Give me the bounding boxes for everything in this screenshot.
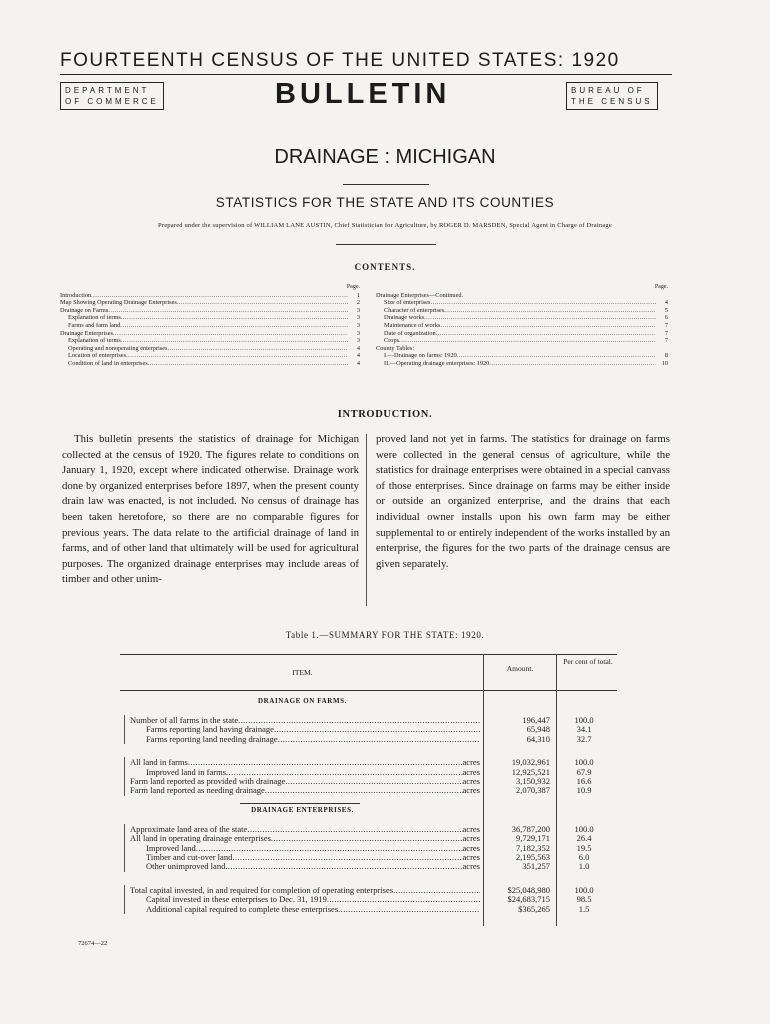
- contents-entry-page: 4: [664, 299, 668, 307]
- leader-dots: [444, 307, 656, 315]
- leader-dots: [168, 345, 349, 353]
- table-row-label: Farm land reported as provided with drainage: [130, 776, 286, 786]
- contents-entry-page: 4: [356, 352, 360, 360]
- contents-entry: [376, 352, 668, 360]
- leader-dots: [424, 314, 656, 322]
- contents-entry: [60, 352, 360, 360]
- table-row-label: Other unimproved land: [146, 861, 226, 872]
- table-cell-percent: 19.5: [576, 842, 592, 853]
- leader-dots: [489, 360, 656, 368]
- page-subtitle: STATISTICS FOR THE STATE AND ITS COUNTIES: [215, 195, 555, 210]
- contents-entry: [60, 330, 360, 338]
- introduction-right-text: proved land not yet in farms. The statistics for drainage on farms were collected in the general census of agriculture, while the statistics for drainage enterprises were obtained in a special canvass of those enterprises. Since drainage on farms may be either inside or outside an organized enterprise, and the drains that each individual owner installs upon his own farm may be either supplemental to or entirely independent of the works installed by an enterprise, the figures for the two parts of the drainage census are given separately.: [376, 433, 670, 570]
- table-row-unit: acres: [462, 852, 480, 862]
- leader-dots: [457, 352, 656, 360]
- contents-entry-page: 3: [356, 321, 360, 329]
- contents-entry-page: 10: [661, 359, 668, 367]
- table-cell-amount: 36,787,200: [511, 823, 550, 834]
- table-cell-percent: 100.0: [574, 757, 594, 768]
- contents-entry-label: County Tables:: [376, 344, 415, 352]
- table-row-label: All land in operating drainage enterprises: [130, 833, 271, 844]
- contents-entry-page: [414, 345, 426, 353]
- column-divider: [366, 434, 367, 606]
- contents-entry-label: Introduction: [60, 291, 92, 299]
- department-box: [60, 82, 164, 110]
- contents-entry-page: 5: [664, 306, 668, 314]
- contents-entry: [60, 299, 360, 307]
- table-cell-percent: 100.0: [574, 715, 594, 725]
- table-cell-amount: 19,032,961: [511, 757, 550, 768]
- table-row-unit: acres: [462, 823, 480, 834]
- contents-entry-label: Location of enterprises: [68, 352, 127, 360]
- table-divider-item: [483, 654, 484, 926]
- introduction-left-column: [62, 432, 359, 588]
- prepared-by: Prepared under the supervision of WILLIAM LANE AUSTIN, Chief Statistician for Agriculture, by ROGER D. MARSDEN, Special Agent in Charge of Drainage: [158, 222, 612, 229]
- leader-dots: [399, 337, 656, 345]
- table-header-rule: [120, 690, 617, 691]
- table-cell-percent: 10.9: [576, 785, 592, 796]
- table-row-unit: acres: [462, 766, 480, 777]
- table-cell-amount: 65,948: [526, 724, 550, 735]
- header-rule: [60, 74, 672, 75]
- contents-entry-label: Character of enterprises: [384, 306, 445, 314]
- table-cell-percent: 100.0: [574, 823, 594, 834]
- leader-dots: [431, 299, 656, 307]
- leader-dots: [91, 292, 348, 300]
- table-cell-percent: 1.0: [578, 861, 590, 872]
- table-cell-percent: 16.6: [576, 776, 592, 786]
- leader-dots: [271, 834, 463, 843]
- contents-entry-label: Explanation of terms: [68, 337, 121, 345]
- table-row-unit: acres: [462, 776, 480, 786]
- table-cell-amount: $25,048,980: [507, 884, 550, 895]
- table-row-label: Capital invested in these enterprises to Dec. 31, 1919: [146, 894, 327, 905]
- row-group-bracket: [124, 757, 125, 796]
- table-row-label: Timber and cut-over land: [146, 852, 233, 862]
- leader-dots: [436, 330, 656, 338]
- table-cell-amount: 196,447: [522, 715, 550, 725]
- contents-entry-page: 3: [356, 329, 360, 337]
- contents-heading: CONTENTS.: [354, 262, 416, 272]
- column-header-item: ITEM.: [292, 668, 313, 677]
- table-row: [130, 786, 480, 795]
- table-cell-amount: 2,195,563: [516, 852, 550, 862]
- table-group-heading: DRAINAGE ON FARMS.: [257, 697, 348, 705]
- table-row: [130, 862, 480, 871]
- table-row-label: Farms reporting land needing drainage: [146, 733, 278, 744]
- contents-entry-label: Size of enterprises: [384, 299, 431, 307]
- table-row-label: Approximate land area of the state: [130, 823, 248, 834]
- contents-entry-page: 3: [356, 306, 360, 314]
- contents-entry-label: Explanation of terms: [68, 314, 121, 322]
- bureau-line-2: THE CENSUS: [571, 97, 653, 106]
- leader-dots: [120, 322, 348, 330]
- table-cell-percent: 98.5: [576, 894, 592, 905]
- contents-entry-label: Drainage works: [384, 314, 425, 322]
- contents-entry: [376, 307, 668, 315]
- department-line-2: OF COMMERCE: [65, 97, 159, 106]
- contents-entry-page: 7: [664, 329, 668, 337]
- section-rule: [240, 803, 360, 804]
- table-row-label: Number of all farms in the state: [130, 715, 239, 725]
- contents-entry: [60, 360, 360, 368]
- contents-entry-page: 8: [664, 352, 668, 360]
- leader-dots: [148, 360, 348, 368]
- leader-dots: [247, 825, 462, 834]
- table-row-label: Improved land in farms: [146, 766, 227, 777]
- table-group-heading: DRAINAGE ENTERPRISES.: [251, 805, 354, 814]
- row-group-bracket: [124, 885, 125, 914]
- prepared-rule: [336, 244, 436, 245]
- leader-dots: [108, 307, 348, 315]
- leader-dots: [265, 786, 463, 795]
- contents-entry: [60, 292, 360, 300]
- contents-entry: [376, 314, 668, 322]
- contents-page-label-right: Page.: [654, 284, 668, 290]
- contents-entry-label: I.—Drainage on farms: 1920: [384, 352, 457, 360]
- table-row-label: Farm land reported as needing drainage: [130, 785, 265, 796]
- contents-entry: [376, 330, 668, 338]
- contents-entry: [60, 345, 360, 353]
- leader-dots: [225, 862, 462, 871]
- contents-entry: [376, 299, 668, 307]
- row-group-bracket: [124, 715, 125, 744]
- table-title: Table 1.—SUMMARY FOR THE STATE: 1920.: [285, 630, 485, 640]
- contents-page-label-left: Page.: [346, 284, 360, 290]
- table-cell-percent: 67.9: [576, 766, 592, 777]
- table-cell-percent: 1.5: [578, 903, 590, 914]
- contents-entry-label: Date of organization: [384, 329, 436, 337]
- contents-entry-page: 3: [356, 314, 360, 322]
- table-cell-amount: 12,925,521: [511, 766, 550, 777]
- row-group-bracket: [124, 824, 125, 872]
- leader-dots: [393, 886, 480, 895]
- table-row-unit: acres: [462, 833, 480, 844]
- column-header-percent: Per cent of total.: [563, 657, 613, 666]
- contents-entry-label: Drainage on Farms: [60, 306, 109, 314]
- introduction-heading: INTRODUCTION.: [337, 409, 433, 420]
- contents-entry-label: Map Showing Operating Drainage Enterprises: [60, 299, 177, 307]
- leader-dots: [177, 299, 348, 307]
- contents-entry-page: 2: [356, 299, 360, 307]
- contents-entry: [376, 360, 668, 368]
- contents-entry-page: 6: [664, 314, 668, 322]
- table-row-label: Total capital invested, in and required for completion of operating enterprises: [130, 884, 394, 895]
- contents-entry-label: Crops: [384, 337, 400, 345]
- leader-dots: [327, 895, 480, 904]
- table-cell-amount: 64,310: [526, 733, 550, 744]
- contents-entry-page: 7: [664, 337, 668, 345]
- table-cell-percent: 34.1: [576, 724, 592, 735]
- contents-entry-label: II.—Operating drainage enterprises: 1920: [384, 359, 490, 367]
- contents-entry-page: 4: [356, 359, 360, 367]
- table-row-label: Farms reporting land having drainage: [146, 724, 274, 735]
- table-row-label: All land in farms: [130, 757, 188, 768]
- bureau-line-1: BUREAU OF: [571, 86, 645, 95]
- table-cell-amount: 351,257: [522, 861, 550, 872]
- leader-dots: [278, 735, 480, 744]
- table-cell-amount: 3,150,932: [516, 776, 550, 786]
- contents-entry-page: 4: [356, 344, 360, 352]
- contents-left: [60, 284, 360, 368]
- contents-entry: [60, 307, 360, 315]
- contents-right-heading: Drainage Enterprises—Continued.: [376, 291, 464, 299]
- contents-entry: [60, 337, 360, 345]
- table-row: [130, 735, 480, 744]
- contents-entry-page: 1: [356, 291, 360, 299]
- table-cell-amount: 2,070,387: [516, 785, 550, 796]
- contents-entry: [60, 314, 360, 322]
- table-row-unit: acres: [462, 785, 480, 796]
- contents-entry-label: Drainage Enterprises: [60, 329, 113, 337]
- table-row-label: Additional capital required to complete these enterprises: [146, 903, 339, 914]
- title-rule: [343, 184, 429, 185]
- table-cell-percent: 32.7: [576, 733, 592, 744]
- table-cell-percent: 26.4: [576, 833, 592, 844]
- leader-dots: [113, 330, 348, 338]
- table-divider-amount: [556, 654, 557, 926]
- table-cell-percent: 6.0: [578, 852, 590, 862]
- contents-right: [376, 284, 668, 368]
- table-row-unit: acres: [462, 757, 480, 768]
- leader-dots: [338, 905, 480, 914]
- contents-entry-label: Farms and farm land: [68, 321, 121, 329]
- bureau-box: [566, 82, 658, 110]
- introduction-left-text: This bulletin presents the statistics of drainage for Michigan collected at the census of 1920. The figures relate to conditions on January 1, 1920, except where indicated otherwise. Drainage work done by organized enterprises before 1897, when the present county drain law was enacted, is not included. No census of drainage has been taken heretofore, so there are no comparable figures for previous years. The data relate to the artificial drainage of land in farms, and of other land that ultimately will be used for agricultural purposes. The organized drainage enterprises may include areas of timber and other unim-: [62, 433, 359, 586]
- contents-entry: [376, 337, 668, 345]
- leader-dots: [274, 725, 480, 734]
- table-row-unit: acres: [462, 861, 480, 872]
- table-cell-amount: 9,729,171: [516, 833, 550, 844]
- table-row-label: Improved land: [146, 842, 196, 853]
- table-cell-percent: 100.0: [574, 884, 594, 895]
- series-title: FOURTEENTH CENSUS OF THE UNITED STATES: 1920: [60, 50, 620, 71]
- leader-dots: [232, 853, 462, 862]
- leader-dots: [121, 314, 348, 322]
- leader-dots: [238, 716, 480, 725]
- introduction-right-column: [376, 432, 670, 572]
- contents-entry-page: 7: [664, 321, 668, 329]
- leader-dots: [188, 758, 463, 767]
- leader-dots: [126, 352, 348, 360]
- leader-dots: [196, 844, 463, 853]
- contents-entry: [60, 322, 360, 330]
- department-line-1: DEPARTMENT: [65, 86, 150, 95]
- contents-entry: [376, 322, 668, 330]
- contents-entry-label: Condition of land in enterprises: [68, 359, 148, 367]
- table-cell-amount: $365,265: [518, 903, 550, 914]
- table-row: [130, 905, 480, 914]
- contents-entry-page: 3: [356, 337, 360, 345]
- contents-entry: [376, 345, 668, 353]
- footer-code: 72674—22: [78, 940, 108, 947]
- page-title: DRAINAGE : MICHIGAN: [274, 146, 496, 168]
- leader-dots: [440, 322, 656, 330]
- leader-dots: [285, 777, 462, 786]
- table-row-unit: acres: [462, 842, 480, 853]
- bulletin-label: BULLETIN: [275, 78, 451, 110]
- column-header-amount: Amount.: [506, 664, 534, 673]
- table-cell-amount: 7,182,352: [516, 842, 550, 853]
- table-top-rule: [120, 654, 617, 655]
- table-cell-amount: $24,683,715: [507, 894, 550, 905]
- contents-entry-label: Operating and nonoperating enterprises: [68, 344, 168, 352]
- leader-dots: [121, 337, 348, 345]
- contents-entry-label: Maintenance of works: [384, 321, 441, 329]
